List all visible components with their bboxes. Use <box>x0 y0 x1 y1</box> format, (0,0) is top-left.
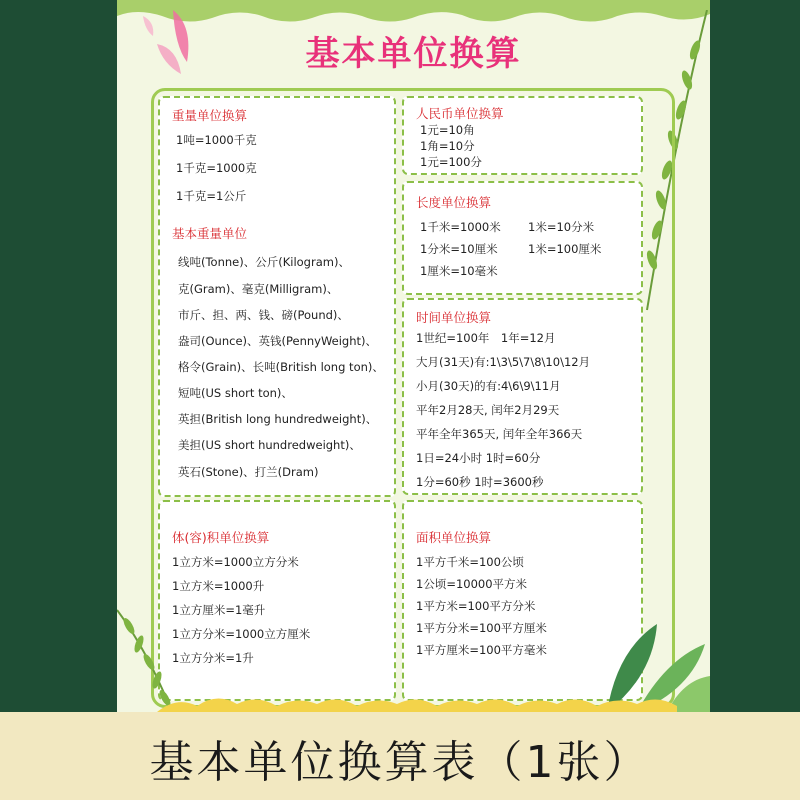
poster <box>117 0 710 712</box>
weight-unit-line: 克(Gram)、毫克(Milligram)、 <box>178 282 339 296</box>
weight-unit-line: 格令(Grain)、长吨(British long ton)、 <box>178 360 384 374</box>
volume-line: 1立方分米=1000立方厘米 <box>172 627 311 641</box>
yellow-flower-border <box>157 690 677 712</box>
weight-unit-line: 盎司(Ounce)、英钱(PennyWeight)、 <box>178 334 378 348</box>
length-line: 1千米=1000米 <box>420 220 501 234</box>
volume-line: 1立方分米=1升 <box>172 651 254 665</box>
weight-unit-line: 线吨(Tonne)、公斤(Kilogram)、 <box>178 255 350 269</box>
weight-unit-line: 市斤、担、两、钱、磅(Pound)、 <box>178 308 349 322</box>
time-line: 1世纪=100年 1年=12月 <box>416 331 556 345</box>
weight-line: 1千克=1000克 <box>176 161 257 175</box>
weight-line: 1吨=1000千克 <box>176 133 257 147</box>
time-line: 大月(31天)有:1\3\5\7\8\10\12月 <box>416 355 591 369</box>
time-line: 平年全年365天, 闰年全年366天 <box>416 427 583 441</box>
area-line: 1公顷=10000平方米 <box>416 577 528 591</box>
volume-conversion-panel <box>158 500 396 701</box>
time-line: 平年2月28天, 闰年2月29天 <box>416 403 560 417</box>
time-line: 1日=24小时 1时=60分 <box>416 451 541 465</box>
weight-heading: 重量单位换算 <box>172 108 248 123</box>
rmb-conversion-panel <box>402 96 643 175</box>
weight-unit-line: 美担(US short hundredweight)、 <box>178 438 361 452</box>
area-line: 1平方厘米=100平方毫米 <box>416 643 547 657</box>
time-heading: 时间单位换算 <box>416 310 492 325</box>
volume-line: 1立方米=1000升 <box>172 579 265 593</box>
volume-line: 1立方米=1000立方分米 <box>172 555 299 569</box>
basic-weight-units-heading: 基本重量单位 <box>172 226 248 241</box>
length-line: 1厘米=10毫米 <box>420 264 498 278</box>
weight-line: 1千克=1公斤 <box>176 189 247 203</box>
area-line: 1平方分米=100平方厘米 <box>416 621 547 635</box>
time-line: 1分=60秒 1时=3600秒 <box>416 475 544 489</box>
length-conversion-panel <box>402 181 643 295</box>
product-caption: 基本单位换算表（1张） <box>149 737 651 788</box>
volume-heading: 体(容)积单位换算 <box>172 530 270 545</box>
rmb-line: 1元=100分 <box>420 155 482 169</box>
rmb-line: 1元=10角 <box>420 123 475 137</box>
volume-line: 1立方厘米=1毫升 <box>172 603 266 617</box>
weight-conversion-panel <box>158 96 396 497</box>
area-line: 1平方米=100平方分米 <box>416 599 536 613</box>
length-line: 1分米=10厘米 <box>420 242 498 256</box>
time-line: 小月(30天)的有:4\6\9\11月 <box>416 379 561 393</box>
length-line: 1米=10分米 <box>528 220 595 234</box>
rmb-heading: 人民币单位换算 <box>416 106 504 121</box>
rmb-line: 1角=10分 <box>420 139 475 153</box>
length-line: 1米=100厘米 <box>528 242 602 256</box>
time-conversion-panel <box>402 298 643 495</box>
poster-title: 基本单位换算 <box>305 34 522 74</box>
weight-unit-line: 短吨(US short ton)、 <box>178 386 293 400</box>
area-line: 1平方千米=100公顷 <box>416 555 524 569</box>
weight-unit-line: 英石(Stone)、打兰(Dram) <box>178 465 319 479</box>
area-heading: 面积单位换算 <box>416 530 492 545</box>
length-heading: 长度单位换算 <box>416 195 492 210</box>
weight-unit-line: 英担(British long hundredweight)、 <box>178 412 378 426</box>
